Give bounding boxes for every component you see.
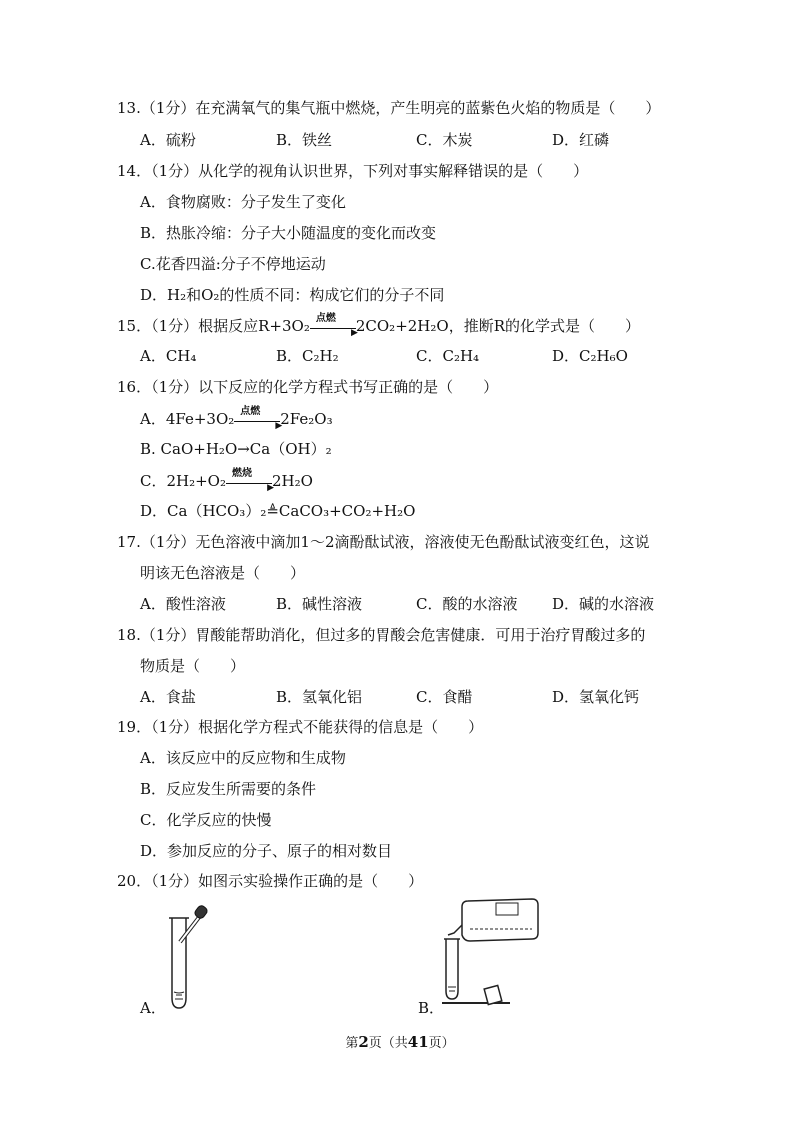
q17-option-d: D．碱的水溶液 [552, 595, 655, 613]
arrow-condition: 点燃 [315, 313, 336, 324]
q17-stem-line2: 明该无色溶液是（ ） [140, 564, 306, 582]
q16-c-before: C．2H₂+O₂ [140, 472, 226, 490]
footer-suffix: 页） [428, 1036, 455, 1051]
page-footer [0, 1032, 800, 1051]
q13-stem: 13.（1分）在充满氧气的集气瓶中燃烧，产生明亮的蓝紫色火焰的物质是（ ） [117, 99, 661, 117]
q15-option-b: B．C₂H₂ [276, 347, 339, 365]
q16-option-c [140, 470, 313, 491]
q18-option-a: A．食盐 [140, 688, 196, 706]
q16-a-after: 2Fe₂O₃ [280, 410, 333, 428]
q18-option-c: C．食醋 [416, 688, 473, 706]
q13-option-b: B．铁丝 [276, 131, 333, 149]
q13-option-a: A．硫粉 [140, 131, 196, 149]
page-number: 2 [358, 1033, 369, 1051]
q18-option-d: D．氢氧化钙 [552, 688, 640, 706]
q17-option-a: A．酸性溶液 [140, 595, 226, 613]
footer-middle: 页（共 [368, 1036, 408, 1051]
q15-option-a: A．CH₄ [140, 347, 197, 365]
q15-option-d: D．C₂H₆O [552, 347, 628, 365]
q14-option-d: D．H₂和O₂的性质不同：构成它们的分子不同 [140, 286, 445, 304]
reaction-arrow: 点燃 ▶ [234, 408, 280, 428]
q16-c-after: 2H₂O [272, 472, 313, 490]
q13-option-c: C．木炭 [416, 131, 473, 149]
q17-option-b: B．碱性溶液 [276, 595, 363, 613]
footer-prefix: 第 [345, 1036, 359, 1051]
q18-stem-line2: 物质是（ ） [140, 657, 246, 675]
q13-option-d: D．红磷 [552, 131, 610, 149]
dropper-test-tube-figure [160, 900, 220, 1015]
q14-option-a: A．食物腐败：分子发生了变化 [140, 193, 346, 211]
reaction-arrow: 燃烧 ▶ [226, 470, 272, 490]
q16-option-b: B. CaO+H₂O→Ca（OH）₂ [140, 440, 332, 458]
figure-b-label: B． [418, 999, 445, 1017]
q15-stem-after: 2CO₂+2H₂O，推断R的化学式是（ ） [355, 317, 640, 335]
arrow-condition: 燃烧 [232, 468, 252, 479]
figure-a-label: A． [140, 999, 166, 1017]
q19-option-b: B．反应发生所需要的条件 [140, 780, 317, 798]
q15-option-c: C．C₂H₄ [416, 347, 480, 365]
q15-stem-before: 15．（1分）根据反应R+3O₂ [117, 317, 310, 335]
q16-option-d: D．Ca（HCO₃）₂≜CaCO₃+CO₂+H₂O [140, 502, 416, 520]
q19-option-d: D．参加反应的分子、原子的相对数目 [140, 842, 393, 860]
q20-stem: 20．（1分）如图示实验操作正确的是（ ） [117, 872, 424, 890]
q18-stem-line1: 18.（1分）胃酸能帮助消化，但过多的胃酸会危害健康．可用于治疗胃酸过多的 [117, 626, 646, 644]
q16-stem: 16．（1分）以下反应的化学方程式书写正确的是（ ） [117, 378, 499, 396]
q19-option-a: A．该反应中的反应物和生成物 [140, 749, 346, 767]
q16-a-before: A．4Fe+3O₂ [140, 410, 235, 428]
q17-option-c: C．酸的水溶液 [416, 595, 518, 613]
q15-stem [117, 315, 640, 336]
q16-option-a [140, 408, 333, 429]
q17-stem-line1: 17.（1分）无色溶液中滴加1～2滴酚酞试液，溶液使无色酚酞试液变红色，这说 [117, 533, 650, 551]
q14-stem: 14．（1分）从化学的视角认识世界，下列对事实解释错误的是（ ） [117, 162, 589, 180]
q14-option-c: C.花香四溢:分子不停地运动 [140, 255, 326, 273]
q14-option-b: B．热胀冷缩：分子大小随温度的变化而改变 [140, 224, 437, 242]
q19-stem: 19．（1分）根据化学方程式不能获得的信息是（ ） [117, 718, 484, 736]
page-total: 41 [407, 1033, 429, 1051]
reaction-arrow: 点燃 ▶ [310, 315, 356, 335]
q19-option-c: C．化学反应的快慢 [140, 811, 272, 829]
arrow-condition: 点燃 [240, 406, 261, 417]
pouring-liquid-figure [440, 895, 560, 1010]
q18-option-b: B．氢氧化铝 [276, 688, 363, 706]
